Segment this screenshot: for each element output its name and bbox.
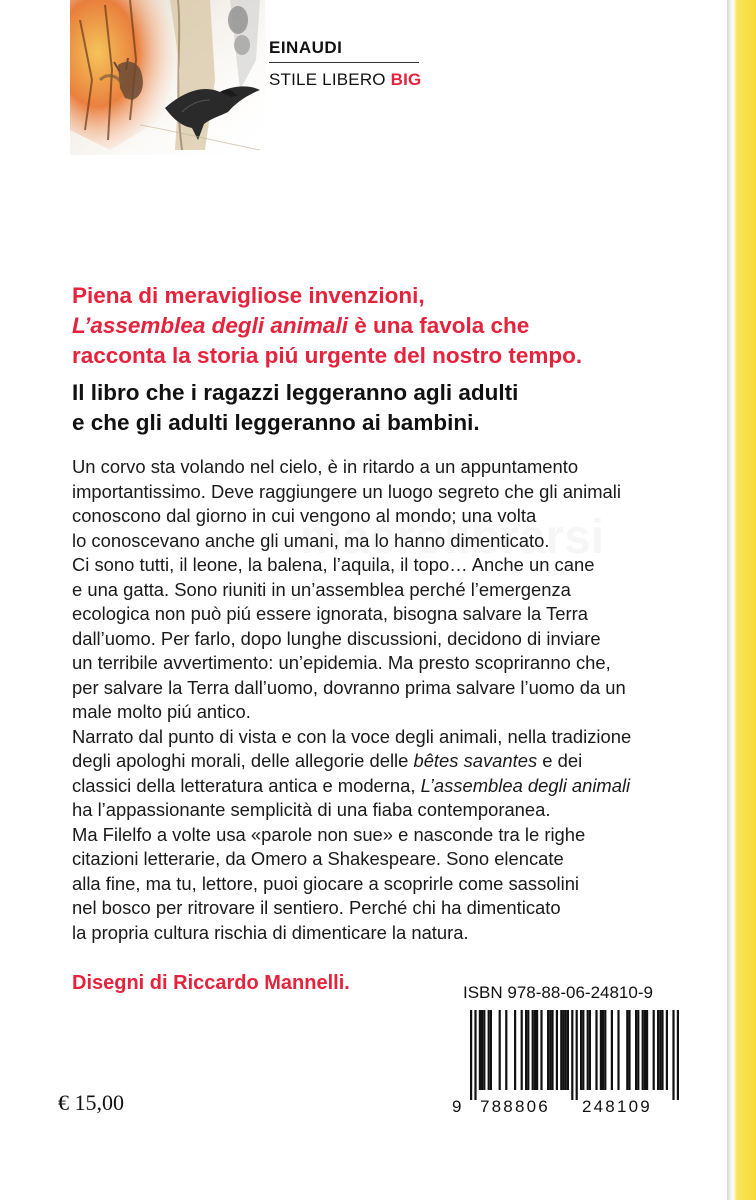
pitch: [72, 378, 712, 438]
blurb-line: classici della letteratura antica e moderna, L’assemblea degli animali: [72, 774, 631, 796]
blurb-line: male molto piú antico.: [72, 701, 251, 722]
barcode-bar: [595, 1010, 597, 1090]
barcode-bar: [483, 1010, 485, 1090]
barcode-bar: [604, 1010, 606, 1090]
barcode-bar: [527, 1010, 529, 1090]
blurb-line: Ma Filelfo a volte usa «parole non sue» e nasconde tra le righe: [72, 823, 586, 845]
price: € 15,00: [58, 1090, 124, 1115]
barcode-bar: [580, 1010, 582, 1090]
blurb-line: la propria cultura rischia di dimenticare la natura.: [72, 921, 469, 943]
barcode-bar: [600, 1010, 602, 1090]
cover-illustration: [70, 0, 265, 155]
barcode-bar: [617, 1010, 619, 1090]
blurb-line: lo conoscevano anche gli umani, ma lo hanno dimenticato.: [72, 529, 550, 551]
barcode-bar: [565, 1010, 567, 1090]
barcode-bar: [560, 1010, 562, 1090]
barcode-bar: [653, 1010, 655, 1090]
barcode-bar: [562, 1010, 564, 1090]
barcode-bar: [635, 1010, 637, 1090]
barcode-digits: 9: [452, 1097, 464, 1116]
blurb-line: per salvare la Terra dall’uomo, dovranno prima salvare l’uomo da un: [72, 676, 626, 698]
barcode-bar: [567, 1010, 569, 1090]
blurb-line: ha l’appassionante semplicità di una fiaba contemporanea.: [72, 799, 551, 820]
publisher-name: EINAUDI: [269, 38, 343, 57]
tagline-line: racconta la storia piú urgente del nostro tempo.: [72, 343, 583, 368]
blurb-line: un terribile avvertimento: un’epidemia. Ma presto scopriranno che,: [72, 652, 611, 673]
barcode-bar: [642, 1010, 644, 1090]
blurb-line: degli apologhi morali, delle allegorie delle bêtes savantes e dei: [72, 750, 583, 771]
barcode-bar: [659, 1010, 661, 1090]
barcode-bar: [582, 1010, 584, 1090]
blurb-line: conoscono dal giorno in cui vengono al mondo; una volta: [72, 505, 537, 526]
tagline-line: Piena di meravigliose invenzioni,: [72, 283, 425, 308]
barcode-bar: [536, 1010, 538, 1090]
barcode-bar: [551, 1010, 553, 1090]
series-prefix: STILE LIBERO: [269, 70, 386, 89]
barcode-digits: 248109: [582, 1097, 652, 1116]
blurb: [72, 455, 712, 945]
barcode-bar: [474, 1010, 476, 1100]
barcode-digits: 788806: [480, 1097, 550, 1116]
blurb-line: e una gatta. Sono riuniti in un’assemblea perché l’emergenza: [72, 578, 571, 600]
barcode-bar: [481, 1010, 483, 1090]
pitch-line: Il libro che i ragazzi leggeranno agli adulti: [72, 380, 519, 405]
barcode-bar: [540, 1010, 542, 1090]
spine-edge: [727, 0, 756, 1200]
tagline: [72, 281, 712, 371]
barcode: [448, 1008, 706, 1116]
barcode-bar: [589, 1010, 591, 1090]
barcode-bar: [646, 1010, 648, 1090]
series-name: [269, 70, 421, 90]
blurb-line: Narrato dal punto di vista e con la voce degli animali, nella tradizione: [72, 725, 632, 747]
barcode-bar: [547, 1010, 549, 1090]
barcode-bar: [470, 1010, 472, 1100]
publisher-rule: [269, 62, 419, 63]
barcode-bar: [532, 1010, 534, 1090]
barcode-bar: [661, 1010, 663, 1090]
series-suffix: BIG: [390, 70, 422, 89]
barcode-bar: [488, 1010, 490, 1090]
barcode-bar: [626, 1010, 628, 1090]
barcode-bar: [644, 1010, 646, 1090]
barcode-bar: [556, 1010, 558, 1090]
blurb-line: nel bosco per ritrovare il sentiero. Perché chi ha dimenticato: [72, 897, 561, 918]
barcode-bar: [534, 1010, 536, 1090]
barcode-bar: [571, 1010, 573, 1100]
illustrator-credit: Disegni di Riccardo Mannelli.: [72, 972, 350, 994]
blurb-line: dall’uomo. Per farlo, dopo lunghe discussioni, decidono di inviare: [72, 627, 601, 649]
blurb-line: citazioni letterarie, da Omero a Shakespeare. Sono elencate: [72, 848, 564, 869]
barcode-bar: [525, 1010, 527, 1090]
blurb-line: Un corvo sta volando nel cielo, è in ritardo a un appuntamento: [72, 456, 579, 477]
blurb-line: alla fine, ma tu, lettore, puoi giocare a scoprirle come sassolini: [72, 872, 580, 894]
barcode-bar: [628, 1010, 630, 1090]
barcode-bar: [576, 1010, 578, 1100]
isbn-label: ISBN 978-88-06-24810-9: [463, 983, 653, 1002]
barcode-bar: [666, 1010, 668, 1090]
book-title: L’assemblea degli animali: [72, 313, 348, 338]
barcode-bar: [549, 1010, 551, 1090]
barcode-bar: [677, 1010, 679, 1100]
blurb-line: importantissimo. Deve raggiungere un luogo segreto che gli animali: [72, 480, 621, 502]
blurb-line: ecologica non può piú essere ignorata, bisogna salvare la Terra: [72, 603, 588, 624]
tagline-line: L’assemblea degli animali è una favola che: [72, 313, 530, 338]
barcode-bar: [587, 1010, 589, 1090]
barcode-bar: [657, 1010, 659, 1090]
barcode-bar: [490, 1010, 492, 1090]
pitch-line: e che gli adulti leggeranno ai bambini.: [72, 410, 480, 435]
barcode-bar: [672, 1010, 674, 1100]
blurb-line: Ci sono tutti, il leone, la balena, l’aquila, il topo… Anche un cane: [72, 554, 595, 575]
barcode-bar: [637, 1010, 639, 1090]
barcode-bar: [505, 1010, 507, 1090]
barcode-bar: [611, 1010, 613, 1090]
barcode-bar: [602, 1010, 604, 1090]
barcode-bar: [521, 1010, 523, 1090]
barcode-bar: [499, 1010, 501, 1090]
barcode-bar: [479, 1010, 481, 1090]
barcode-bar: [514, 1010, 516, 1090]
